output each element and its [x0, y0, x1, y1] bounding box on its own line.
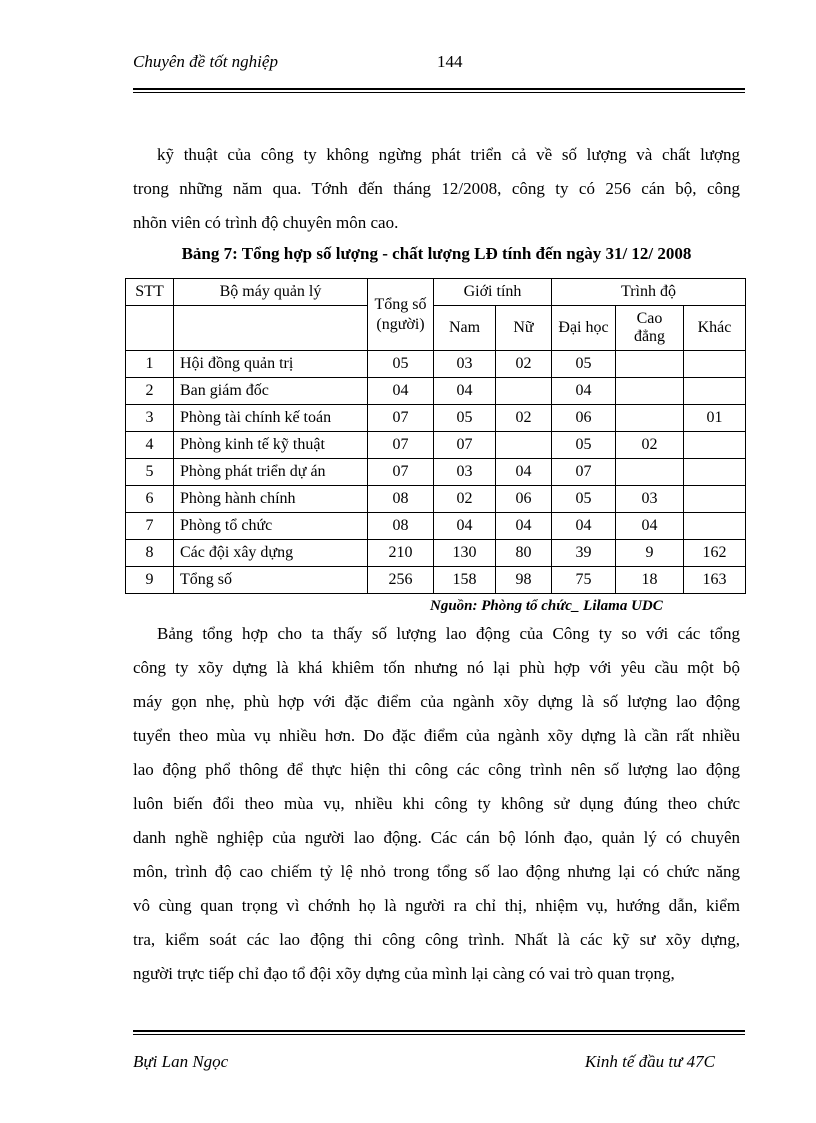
cell: 210 — [368, 540, 434, 567]
header-trinh-do: Trình độ — [552, 279, 746, 306]
cell: 05 — [552, 486, 616, 513]
cell: 02 — [496, 405, 552, 432]
cell: 03 — [616, 486, 684, 513]
cell: 4 — [126, 432, 174, 459]
cell: 02 — [616, 432, 684, 459]
footer-rule — [133, 1030, 745, 1035]
cell — [496, 378, 552, 405]
cell: Hội đồng quản trị — [174, 351, 368, 378]
page-number: 144 — [437, 52, 463, 71]
text-line: nhõn viên có trình độ chuyên môn cao. — [133, 213, 399, 232]
header-rule — [133, 88, 745, 93]
cell: 07 — [552, 459, 616, 486]
cell: 03 — [434, 351, 496, 378]
cell: Tổng số — [174, 567, 368, 594]
cell: 163 — [684, 567, 746, 594]
header-nam: Nam — [434, 306, 496, 351]
header-tong-so: Tổng số (người) — [368, 279, 434, 351]
cell: 3 — [126, 405, 174, 432]
table-row — [126, 405, 746, 432]
cell: 80 — [496, 540, 552, 567]
text-line: trong những năm qua. Tớnh đến tháng 12/2008, công ty có 256 cán bộ, công — [133, 179, 740, 198]
cell: 07 — [368, 405, 434, 432]
cell — [616, 378, 684, 405]
table-source: Nguồn: Phòng tổ chức_ Lilama UDC — [430, 598, 663, 614]
paragraph-2 — [133, 617, 740, 991]
cell: Phòng tổ chức — [174, 513, 368, 540]
table-row — [126, 567, 746, 594]
text-line: người trực tiếp chỉ đạo tổ đội xõy dựng của mình lại càng có vai trò quan trọng, — [133, 964, 675, 983]
cell: 1 — [126, 351, 174, 378]
cell: 04 — [434, 513, 496, 540]
header-title: Chuyên đề tốt nghiệp — [133, 52, 278, 71]
table-row — [126, 459, 746, 486]
cell: 06 — [496, 486, 552, 513]
cell: 04 — [368, 378, 434, 405]
header-gioi-tinh: Giới tính — [434, 279, 552, 306]
cell: 05 — [552, 432, 616, 459]
cell — [684, 486, 746, 513]
cell: 08 — [368, 486, 434, 513]
text-line: tuyển theo mùa vụ nhiều hơn. Do đặc điểm của ngành xõy dựng là cần rất nhiều — [133, 726, 740, 745]
cell: Ban giám đốc — [174, 378, 368, 405]
cell: 75 — [552, 567, 616, 594]
cell: 07 — [434, 432, 496, 459]
header-khac: Khác — [684, 306, 746, 351]
table-row — [126, 486, 746, 513]
cell: 04 — [496, 513, 552, 540]
text-line: lao động phổ thông để thực hiện thi công các công trình nên số lượng lao động — [133, 760, 740, 779]
cell: 03 — [434, 459, 496, 486]
cell: 02 — [496, 351, 552, 378]
table-subheader-row — [126, 306, 746, 351]
cell — [496, 432, 552, 459]
cell: Phòng kinh tế kỹ thuật — [174, 432, 368, 459]
text-line: môn, trình độ cao chiếm tỷ lệ nhỏ trong tổng số lao động nhưng lại có chức năng — [133, 862, 740, 881]
cell: 04 — [434, 378, 496, 405]
cell: 08 — [368, 513, 434, 540]
text-line: Bảng tổng hợp cho ta thấy số lượng lao động của Công ty so với các tổng — [157, 624, 740, 643]
table-caption: Bảng 7: Tổng hợp số lượng - chất lượng LĐ tính đến ngày 31/ 12/ 2008 — [181, 244, 692, 263]
cell: 07 — [368, 432, 434, 459]
cell: 8 — [126, 540, 174, 567]
cell — [684, 432, 746, 459]
cell: 256 — [368, 567, 434, 594]
cell — [616, 351, 684, 378]
cell — [684, 378, 746, 405]
cell: 05 — [368, 351, 434, 378]
cell: 6 — [126, 486, 174, 513]
cell: 04 — [616, 513, 684, 540]
header-dai-hoc: Đại học — [552, 306, 616, 351]
table-row — [126, 351, 746, 378]
cell: 9 — [616, 540, 684, 567]
cell: 01 — [684, 405, 746, 432]
cell: 04 — [496, 459, 552, 486]
cell — [684, 513, 746, 540]
cell: 39 — [552, 540, 616, 567]
text-line: vô cùng quan trọng vì chớnh họ là người ra chỉ thị, nhiệm vụ, hướng dẫn, kiểm — [133, 896, 740, 915]
paragraph-1 — [133, 138, 740, 240]
table-row — [126, 378, 746, 405]
cell: 162 — [684, 540, 746, 567]
cell: 07 — [368, 459, 434, 486]
text-line: tra, kiểm soát các lao động thi công công trình. Nhất là các kỹ sư xõy dựng, — [133, 930, 740, 949]
text-line: luôn biến đổi theo mùa vụ, nhiều khi công ty không sử dụng đúng theo chức — [133, 794, 740, 813]
page-header — [133, 52, 745, 76]
table-row — [126, 540, 746, 567]
cell: Phòng hành chính — [174, 486, 368, 513]
footer-author: Bựi Lan Ngọc — [133, 1052, 229, 1071]
cell: 98 — [496, 567, 552, 594]
cell: 158 — [434, 567, 496, 594]
cell: 5 — [126, 459, 174, 486]
cell: 2 — [126, 378, 174, 405]
table-row — [126, 432, 746, 459]
cell — [616, 405, 684, 432]
text-line: danh nghề nghiệp của người lao động. Các cán bộ lónh đạo, quản lý có chuyên — [133, 828, 740, 847]
header-stt: STT — [126, 279, 174, 306]
cell: Các đội xây dựng — [174, 540, 368, 567]
page-footer — [133, 1052, 745, 1076]
cell: 9 — [126, 567, 174, 594]
cell — [616, 459, 684, 486]
header-nu: Nữ — [496, 306, 552, 351]
table-row — [126, 513, 746, 540]
cell: 7 — [126, 513, 174, 540]
cell: 04 — [552, 378, 616, 405]
cell — [684, 459, 746, 486]
table-header-row — [126, 279, 746, 306]
labor-table — [125, 278, 746, 594]
text-line: công ty xõy dựng là khá khiêm tốn nhưng nó lại phù hợp với yêu cầu một bộ — [133, 658, 740, 677]
header-bo-may: Bộ máy quản lý — [174, 279, 368, 306]
cell: 05 — [552, 351, 616, 378]
cell: 130 — [434, 540, 496, 567]
text-line: máy gọn nhẹ, phù hợp với đặc điểm của ngành xõy dựng là số lượng lao động — [133, 692, 740, 711]
text-line: kỹ thuật của công ty không ngừng phát triển cả về số lượng và chất lượng — [157, 145, 740, 164]
cell: Phòng phát triển dự án — [174, 459, 368, 486]
footer-course: Kinh tế đầu tư 47C — [584, 1052, 715, 1071]
cell: 04 — [552, 513, 616, 540]
cell: 02 — [434, 486, 496, 513]
cell: Phòng tài chính kế toán — [174, 405, 368, 432]
cell — [684, 351, 746, 378]
cell: 05 — [434, 405, 496, 432]
cell: 06 — [552, 405, 616, 432]
cell: 18 — [616, 567, 684, 594]
header-cao-dang: Cao đẳng — [616, 306, 684, 351]
